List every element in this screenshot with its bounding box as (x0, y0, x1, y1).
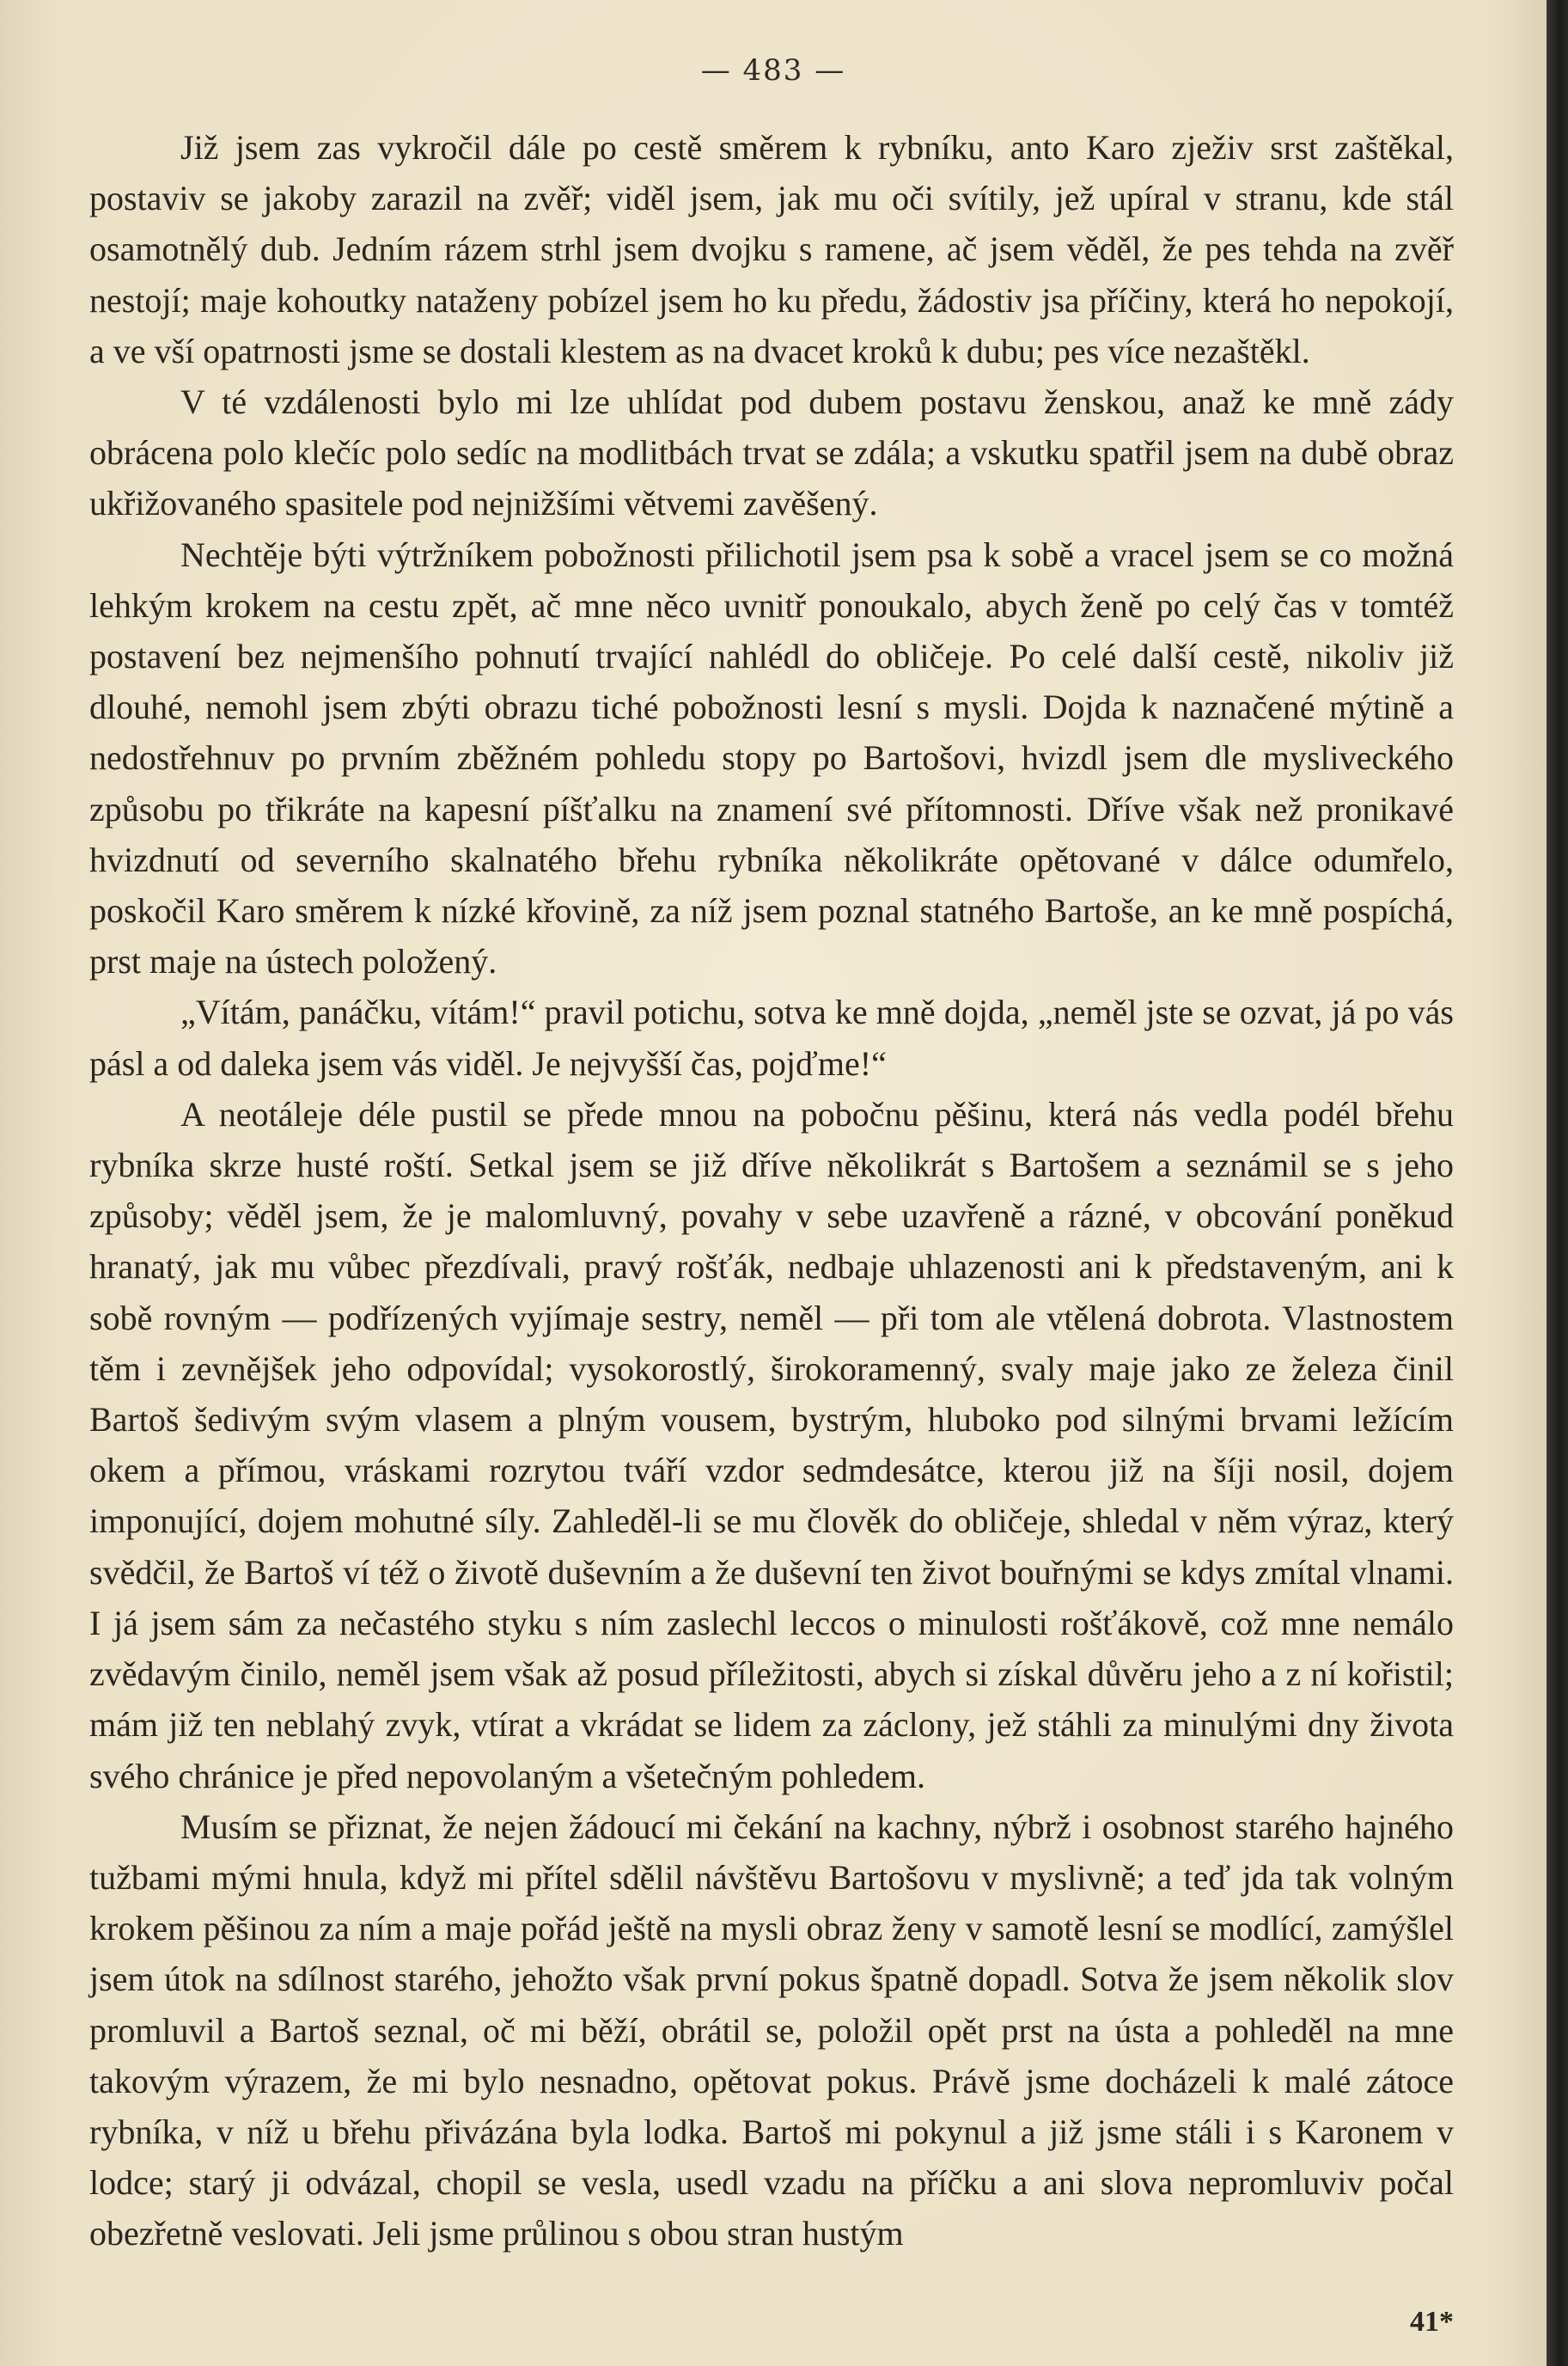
paragraph-1: Již jsem zas vykročil dále po cestě směrem k rybníku, anto Karo zježiv srst zaštěkal, postaviv se jakoby zarazil na zvěř; viděl jsem, jak mu oči svítily, jež upíral v stranu, kde stál osamotnělý dub. Jedním rázem strhl jsem dvojku s ramene, ač jsem věděl, že pes tehda na zvěř nestojí; maje kohoutky nataženy pobízel jsem ho ku předu, žádostiv jsa příčiny, která ho nepokojí, a ve vší opatrnosti jsme se dostali klestem as na dvacet kroků k dubu; pes více nezaštěkl. (89, 128, 1454, 370)
paragraph-4: „Vítám, panáčku, vítám!“ pravil potichu, sotva ke mně dojda, „neměl jste se ozvat, já po vás pásl a od daleka jsem vás viděl. Je nejvyšší čas, pojďme!“ (89, 993, 1454, 1083)
scan-edge (1547, 0, 1568, 2366)
paragraph-2: V té vzdálenosti bylo mi lze uhlídat pod dubem postavu ženskou, anaž ke mně zády obrácena polo klečíc polo sedíc na modlitbách trvat se zdála; a vskutku spatřil jsem na dubě obraz ukřižovaného spasitele pod nejnižšími větvemi zavěšený. (89, 382, 1454, 523)
paragraph-3: Nechtěje býti výtržníkem pobožnosti přilichotil jsem psa k sobě a vracel jsem se co možná lehkým krokem na cestu zpět, ač mne něco uvnitř ponoukalo, abych ženě po celý čas v tomtéž postavení bez nejmenšího pohnutí trvající nahlédl do obličeje. Po celé další cestě, nikoliv již dlouhé, nemohl jsem zbýti obrazu tiché pobožnosti lesní s mysli. Dojda k naznačené mýtině a nedostřehnuv po prvním zběžném pohledu stopy po Bartošovi, hvizdl jsem dle mysliveckého způsobu po třikráte na kapesní píšťalku na znamení své přítomnosti. Dříve však než pronikavé hvizdnutí od severního skalnatého břehu rybníka několikráte opětované v dálce odumřelo, poskočil Karo směrem k nízké křovině, za níž jsem poznal statného Bartoše, an ke mně pospíchá, prst maje na ústech položený. (89, 535, 1454, 981)
paragraph-6: Musím se přiznat, že nejen žádoucí mi čekání na kachny, nýbrž i osobnost starého hajného tužbami mými hnula, když mi přítel sdělil návštěvu Bartošovu v myslivně; a teď jda tak volným krokem pěšinou za ním a maje pořád ještě na mysli obraz ženy v samotě lesní se modlící, zamýšlel jsem útok na sdílnost starého, jehožto však první pokus špatně dopadl. Sotva že jsem několik slov promluvil a Bartoš seznal, oč mi běží, obrátil se, položil opět prst na ústa a pohleděl na mne takovým výrazem, že mi bylo nesnadno, opětovat pokus. Právě jsme docházeli k malé zátoce rybníka, v níž u břehu přivázána byla lodka. Bartoš mi pokynul a již jsme stáli i s Karonem v lodce; starý ji odvázal, chopil se vesla, usedl vzadu na příčku a ani slova nepromluviv počal obezřetně veslovati. Jeli jsme průlinou s obou stran hustým (89, 1807, 1454, 2253)
page-number: — 483 — (700, 53, 846, 88)
printer-signature-mark: 41* (1410, 2306, 1454, 2338)
body-text (89, 122, 1454, 2259)
paragraph-5: A neotáleje déle pustil se přede mnou na pobočnu pěšinu, která nás vedla podél břehu rybníka skrze husté roští. Setkal jsem se již dříve několikrát s Bartošem a seznámil se s jeho způsoby; věděl jsem, že je malomluvný, povahy v sebe uzavřeně a rázné, v obcování poněkud hranatý, jak mu vůbec přezdívali, pravý rošťák, nedbaje uhlazenosti ani k představeným, ani k sobě rovným — podřízených vyjímaje sestry, neměl — při tom ale vtělená dobrota. Vlastnostem těm i zevnějšek jeho odpovídal; vysokorostlý, širokoramenný, svaly maje jako ze železa činil Bartoš šedivým svým vlasem a plným vousem, bystrým, hluboko pod silnými brvami ležícím okem a přímou, vráskami rozrytou tváří vzdor sedmdesátce, kterou již na šíji nosil, dojem imponující, dojem mohutné síly. Zahleděl-li se mu člověk do obličeje, shledal v něm výraz, který svědčil, že Bartoš ví též o životě duševním a že duševní ten život bouřnými se kdys zmítal vlnami. I já jsem sám za nečastého styku s ním zaslechl leccos o minulosti rošťákově, což mne nemálo zvědavým činilo, neměl jsem však až posud příležitosti, abych si získal důvěru jeho a z ní kořistil; mám již ten neblahý zvyk, vtírat a vkrádat se lidem za záclony, jež stáhli za minulými dny života svého chránice je před nepovolaným a všetečným pohledem. (89, 1094, 1454, 1795)
